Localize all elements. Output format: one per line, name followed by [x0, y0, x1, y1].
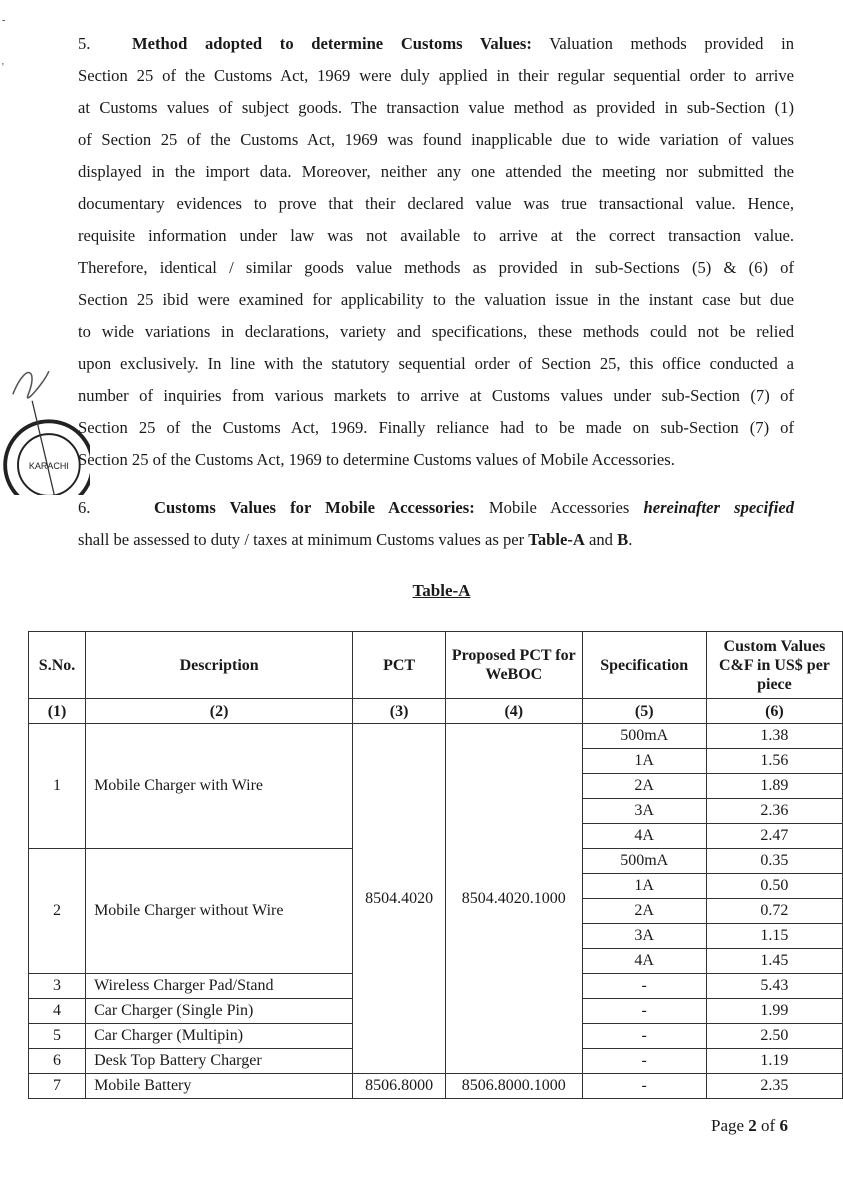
section-number: 5. — [78, 34, 91, 53]
text-line: documentary evidences to prove that their declared value was true transactional value. Hence, — [78, 194, 794, 213]
cell-spec: - — [582, 1024, 706, 1049]
text-line: upon exclusively. In line with the statutory sequential order of Section 25, this office conducted a — [78, 354, 794, 373]
table-title: Table-A — [412, 581, 471, 600]
header-description: Description — [86, 632, 353, 699]
section-heading: Customs Values for Mobile Accessories: — [154, 498, 475, 517]
cell-spec: - — [582, 974, 706, 999]
cell-value: 1.99 — [706, 999, 842, 1024]
cell-spec: 500mA — [582, 849, 706, 874]
text-line: of Section 25 of the Customs Act, 1969 was found inapplicable due to wide variation of values — [78, 130, 794, 149]
cell-sno: 3 — [29, 974, 86, 999]
section-6-paragraph: 6. Customs Values for Mobile Accessories: Mobile Accessories hereinafter specified shall be assessed to duty / taxes at minimum Customs values as per Table-A and B. — [78, 492, 794, 556]
official-stamp-icon — [0, 345, 90, 495]
cell-value: 0.72 — [706, 899, 842, 924]
cell-value: 1.19 — [706, 1049, 842, 1074]
cell-description: Desk Top Battery Charger — [86, 1049, 353, 1074]
text-line: Section 25 of the Customs Act, 1969 were duly applied in their regular sequential order to arrive — [78, 66, 794, 85]
cell-spec: 3A — [582, 799, 706, 824]
text-line: Therefore, identical / similar goods value methods as provided in sub-Sections (5) & (6) of — [78, 258, 794, 277]
column-number-row: (1) (2) (3) (4) (5) (6) — [29, 699, 843, 724]
cell-value: 1.15 — [706, 924, 842, 949]
cell-spec: - — [582, 1074, 706, 1099]
cell-description: Mobile Battery — [86, 1074, 353, 1099]
customs-values-table — [28, 631, 843, 1099]
cell-description: Mobile Charger without Wire — [86, 849, 353, 974]
header-pct: PCT — [353, 632, 446, 699]
cell-spec: 2A — [582, 774, 706, 799]
total-pages: 6 — [779, 1116, 788, 1135]
table-row — [29, 1074, 843, 1099]
svg-text:KARACHI: KARACHI — [28, 460, 69, 471]
cell-value: 1.56 — [706, 749, 842, 774]
cell-description: Mobile Charger with Wire — [86, 724, 353, 849]
cell-value: 1.38 — [706, 724, 842, 749]
cell-value: 1.89 — [706, 774, 842, 799]
text-line: Section 25 of the Customs Act, 1969 to determine Customs values of Mobile Accessories. — [78, 450, 675, 469]
table-row — [29, 724, 843, 749]
cell-value: 2.47 — [706, 824, 842, 849]
current-page: 2 — [748, 1116, 757, 1135]
scan-mark: ' — [2, 62, 4, 73]
scan-mark: - — [2, 15, 6, 26]
header-sno: S.No. — [29, 632, 86, 699]
cell-sno: 7 — [29, 1074, 86, 1099]
cell-value: 2.35 — [706, 1074, 842, 1099]
text-line: displayed in the import data. Moreover, neither any one attended the meeting nor submitted the — [78, 162, 794, 181]
section-5-paragraph: 5. Method adopted to determine Customs Values: Valuation methods provided in Section 25 of the Customs Act, 1969 were duly applied in their regular sequential order to arrive at Customs values of subject goods. The transaction value method as provided in sub-Section (1) of Section 25 of the Customs Act, 1969 was found inapplicable due to wide variation of values displayed in the import data. Moreover, neither any one attended the meeting nor submitted the documentary evidences to prove that their declared value was true transactional value. Hence, requisite information under law was not available to arrive at the correct transaction value. Therefore, identical / similar goods value methods as provided in sub-Sections (5) & (6) of Section 25 ibid were examined for applicability to the valuation issue in the instant case but due to wide variations in declarations, variety and specifications, these methods could not be relied upon exclusively. In line with the statutory sequential order of Section 25, this office conducted a number of inquiries from various markets to arrive at Customs values under sub-Section (7) of Section 25 of the Customs Act, 1969. Finally reliance had to be made on sub-Section (7) of Section 25 of the Customs Act, 1969 to determine Customs values of Mobile Accessories. — [78, 28, 794, 476]
cell-spec: - — [582, 999, 706, 1024]
cell-value: 0.35 — [706, 849, 842, 874]
text-line: at Customs values of subject goods. The transaction value method as provided in sub-Section (1) — [78, 98, 794, 117]
cell-spec: 4A — [582, 824, 706, 849]
table-b-reference: B — [617, 530, 629, 549]
cell-value: 0.50 — [706, 874, 842, 899]
cell-spec: 1A — [582, 874, 706, 899]
text-line: Section 25 of the Customs Act, 1969. Finally reliance had to be made on sub-Section (7) of — [78, 418, 794, 437]
cell-value: 2.36 — [706, 799, 842, 824]
cell-sno: 4 — [29, 999, 86, 1024]
cell-description: Car Charger (Single Pin) — [86, 999, 353, 1024]
text-line: to wide variations in declarations, variety and specifications, these methods could not be relied — [78, 322, 794, 341]
header-proposed-pct: Proposed PCT for WeBOC — [446, 632, 583, 699]
cell-proposed-pct: 8504.4020.1000 — [446, 724, 583, 1074]
cell-pct: 8504.4020 — [353, 724, 446, 1074]
cell-spec: 2A — [582, 899, 706, 924]
table-a-reference: Table-A — [528, 530, 585, 549]
cell-sno: 2 — [29, 849, 86, 974]
cell-spec: 500mA — [582, 724, 706, 749]
cell-sno: 6 — [29, 1049, 86, 1074]
text-line: number of inquiries from various markets to arrive at Customs values under sub-Section (7) of — [78, 386, 794, 405]
cell-spec: 4A — [582, 949, 706, 974]
cell-value: 1.45 — [706, 949, 842, 974]
cell-description: Wireless Charger Pad/Stand — [86, 974, 353, 999]
page-number: Page 2 of 6 — [711, 1116, 788, 1135]
cell-pct: 8506.8000 — [353, 1074, 446, 1099]
table-header-row — [29, 632, 843, 699]
cell-sno: 1 — [29, 724, 86, 849]
cell-sno: 5 — [29, 1024, 86, 1049]
text-line: requisite information under law was not available to arrive at the correct transaction value. — [78, 226, 794, 245]
cell-value: 5.43 — [706, 974, 842, 999]
emphasis-text: hereinafter specified — [643, 498, 795, 517]
section-number: 6. — [78, 498, 91, 517]
header-specification: Specification — [582, 632, 706, 699]
cell-value: 2.50 — [706, 1024, 842, 1049]
cell-spec: 1A — [582, 749, 706, 774]
header-custom-values: Custom Values C&F in US$ per piece — [706, 632, 842, 699]
cell-proposed-pct: 8506.8000.1000 — [446, 1074, 583, 1099]
cell-spec: 3A — [582, 924, 706, 949]
cell-spec: - — [582, 1049, 706, 1074]
section-heading: Method adopted to determine Customs Values: — [132, 34, 532, 53]
cell-description: Car Charger (Multipin) — [86, 1024, 353, 1049]
text-line: Section 25 ibid were examined for applicability to the valuation issue in the instant case but due — [78, 290, 794, 309]
